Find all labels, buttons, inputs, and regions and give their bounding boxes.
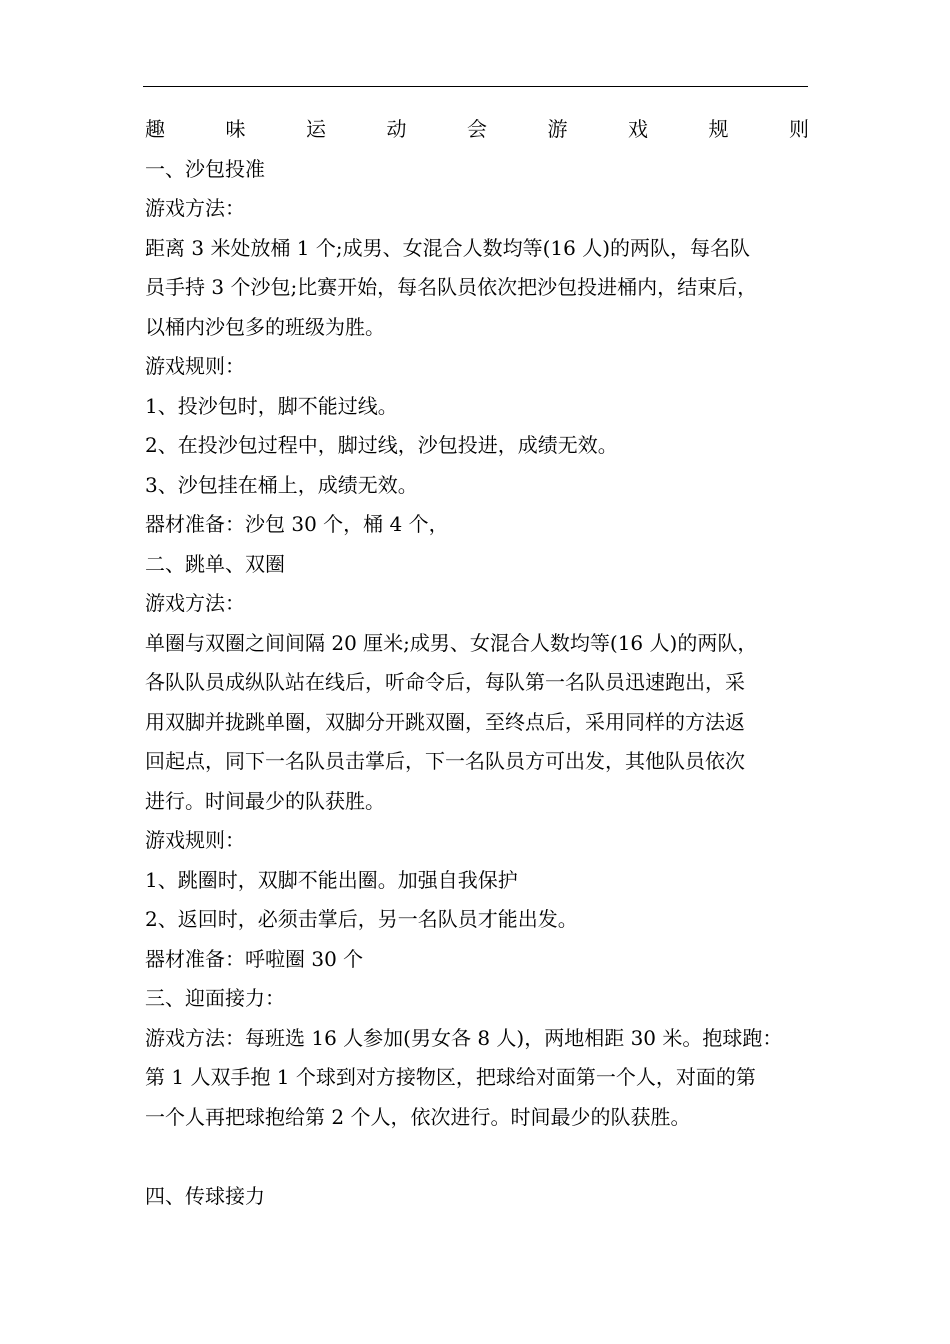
section-heading: 二、跳单、双圈 (145, 551, 285, 576)
equipment-line: 器材准备：呼啦圈 30 个 (145, 946, 364, 971)
method-label: 游戏方法： (145, 196, 245, 220)
paragraph-line: 距离 3 米处放桶 1 个;成男、女混合人数均等(16 人)的两队，每名队 (145, 235, 751, 260)
section-heading: 三、迎面接力： (145, 986, 285, 1010)
rule-item: 1、跳圈时，双脚不能出圈。加强自我保护 (145, 867, 518, 892)
section-heading: 一、沙包投准 (145, 156, 265, 181)
paragraph-line: 游戏方法：每班选 16 人参加(男女各 8 人)，两地相距 30 米。抱球跑： (145, 1025, 783, 1050)
method-paragraph (145, 229, 809, 348)
title-char: 动 (386, 117, 407, 141)
section-heading: 四、传球接力 (145, 1183, 265, 1208)
rule-item: 2、返回时，必须击掌后，另一名队员才能出发。 (145, 907, 578, 931)
paragraph-line: 用双脚并拢跳单圈，双脚分开跳双圈，至终点后，采用同样的方法返 (145, 709, 745, 734)
section-2 (145, 545, 809, 980)
rules-label: 游戏规则： (145, 828, 245, 852)
paragraph-line: 单圈与双圈之间间隔 20 厘米;成男、女混合人数均等(16 人)的两队， (145, 630, 758, 655)
rule-item: 1、投沙包时，脚不能过线。 (145, 393, 398, 418)
section-4 (145, 1177, 809, 1217)
title-char: 游 (547, 117, 568, 141)
document-title (145, 110, 809, 150)
paragraph-line: 各队队员成纵队站在线后，听命令后，每队第一名队员迅速跑出，采 (145, 670, 745, 694)
blank-line (145, 1137, 809, 1177)
paragraph-line: 进行。时间最少的队获胜。 (145, 788, 385, 813)
title-char: 会 (467, 117, 487, 141)
method-paragraph (145, 624, 809, 822)
title-char: 趣 (145, 117, 165, 141)
method-paragraph (145, 1019, 809, 1138)
paragraph-line: 回起点，同下一名队员击掌后，下一名队员方可出发，其他队员依次 (145, 749, 745, 773)
equipment-line: 器材准备：沙包 30 个，桶 4 个， (145, 512, 449, 536)
title-char: 味 (225, 117, 246, 141)
title-char: 规 (708, 117, 729, 141)
method-label: 游戏方法： (145, 591, 245, 615)
title-char: 运 (306, 117, 326, 141)
paragraph-line: 员手持 3 个沙包;比赛开始，每名队员依次把沙包投进桶内，结束后， (145, 275, 758, 299)
title-char: 则 (789, 117, 809, 141)
rules-label: 游戏规则： (145, 354, 245, 378)
paragraph-line: 第 1 人双手抱 1 个球到对方接物区，把球给对面第一个人，对面的第 (145, 1065, 756, 1089)
paragraph-line: 以桶内沙包多的班级为胜。 (145, 314, 385, 339)
rule-item: 3、沙包挂在桶上，成绩无效。 (145, 472, 418, 497)
paragraph-line: 一个人再把球抱给第 2 个人，依次进行。时间最少的队获胜。 (145, 1104, 691, 1129)
section-1 (145, 150, 809, 545)
title-char: 戏 (628, 117, 648, 141)
header-rule (143, 86, 808, 87)
document-body (145, 110, 809, 1216)
section-3 (145, 979, 809, 1137)
rule-item: 2、在投沙包过程中，脚过线，沙包投进，成绩无效。 (145, 433, 618, 457)
